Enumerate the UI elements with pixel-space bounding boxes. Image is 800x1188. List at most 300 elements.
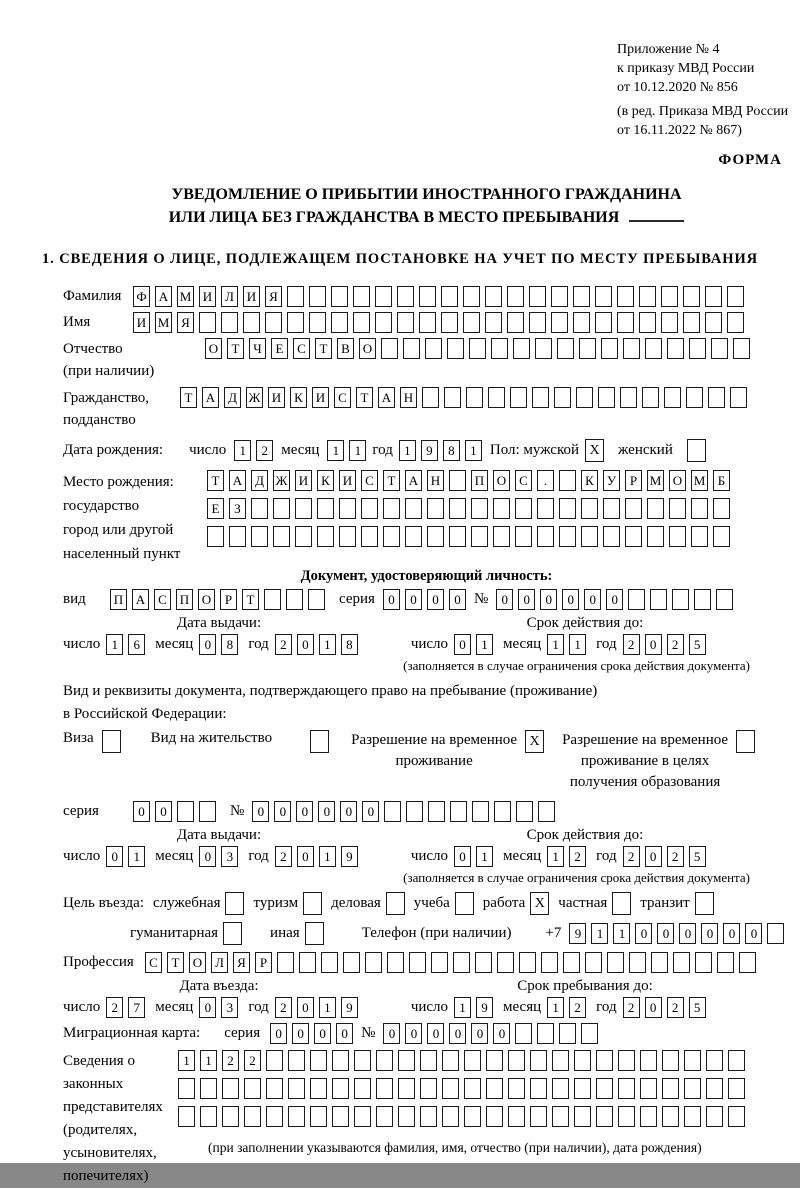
char-cell-empty[interactable] — [507, 286, 524, 307]
char-cell-empty[interactable] — [687, 439, 706, 462]
char-cell-empty[interactable] — [585, 952, 602, 973]
char-cell-filled[interactable]: 9 — [476, 997, 493, 1018]
char-cell-filled[interactable]: И — [199, 286, 216, 307]
char-cell-empty[interactable] — [706, 1078, 723, 1099]
char-cell-empty[interactable] — [716, 589, 733, 610]
char-cell-empty[interactable] — [331, 312, 348, 333]
char-cell-empty[interactable] — [449, 498, 466, 519]
char-cell-filled[interactable]: П — [176, 589, 193, 610]
char-cell-filled[interactable]: 0 — [493, 1023, 510, 1044]
char-cell-empty[interactable] — [420, 1106, 437, 1127]
char-cell-filled[interactable]: И — [295, 470, 312, 491]
char-cell-filled[interactable]: 1 — [569, 634, 586, 655]
char-cell-filled[interactable]: З — [229, 498, 246, 519]
char-cell-empty[interactable] — [354, 1050, 371, 1071]
char-cell-filled[interactable]: М — [647, 470, 664, 491]
char-cell-filled[interactable]: 2 — [569, 997, 586, 1018]
char-cell-filled[interactable]: Л — [211, 952, 228, 973]
char-cell-empty[interactable] — [683, 312, 700, 333]
char-cell-filled[interactable]: 0 — [199, 846, 216, 867]
char-cell-filled[interactable]: 0 — [645, 634, 662, 655]
char-cell-filled[interactable]: 0 — [427, 589, 444, 610]
char-cell-filled[interactable]: X — [530, 892, 549, 915]
char-cell-empty[interactable] — [288, 1106, 305, 1127]
char-cell-filled[interactable]: X — [585, 439, 604, 462]
char-cell-empty[interactable] — [386, 892, 405, 915]
char-cell-filled[interactable]: 0 — [296, 801, 313, 822]
char-cell-empty[interactable] — [486, 1078, 503, 1099]
char-cell-empty[interactable] — [449, 526, 466, 547]
char-cell-filled[interactable]: И — [312, 387, 329, 408]
char-cell-empty[interactable] — [684, 1078, 701, 1099]
char-cell-empty[interactable] — [530, 1050, 547, 1071]
char-cell-empty[interactable] — [288, 1050, 305, 1071]
char-cell-filled[interactable]: Т — [227, 338, 244, 359]
char-cell-empty[interactable] — [403, 338, 420, 359]
char-cell-empty[interactable] — [684, 1050, 701, 1071]
char-cell-filled[interactable]: 1 — [178, 1050, 195, 1071]
char-cell-empty[interactable] — [694, 589, 711, 610]
char-cell-filled[interactable]: 0 — [340, 801, 357, 822]
char-cell-filled[interactable]: 0 — [701, 923, 718, 944]
char-cell-empty[interactable] — [387, 952, 404, 973]
char-cell-filled[interactable]: А — [155, 286, 172, 307]
char-cell-empty[interactable] — [383, 498, 400, 519]
char-cell-empty[interactable] — [581, 1023, 598, 1044]
char-cell-empty[interactable] — [464, 1050, 481, 1071]
char-cell-filled[interactable]: О — [359, 338, 376, 359]
char-cell-empty[interactable] — [441, 286, 458, 307]
char-cell-empty[interactable] — [419, 286, 436, 307]
char-cell-empty[interactable] — [427, 526, 444, 547]
char-cell-empty[interactable] — [532, 387, 549, 408]
char-cell-empty[interactable] — [449, 470, 466, 491]
char-cell-filled[interactable]: 7 — [128, 997, 145, 1018]
char-cell-empty[interactable] — [618, 1050, 635, 1071]
char-cell-empty[interactable] — [471, 526, 488, 547]
char-cell-empty[interactable] — [530, 1106, 547, 1127]
char-cell-empty[interactable] — [309, 286, 326, 307]
char-cell-filled[interactable]: 2 — [623, 997, 640, 1018]
char-cell-filled[interactable]: А — [202, 387, 219, 408]
char-cell-empty[interactable] — [286, 589, 303, 610]
char-cell-empty[interactable] — [442, 1078, 459, 1099]
char-cell-filled[interactable]: Ф — [133, 286, 150, 307]
char-cell-empty[interactable] — [244, 1078, 261, 1099]
char-cell-empty[interactable] — [515, 498, 532, 519]
char-cell-empty[interactable] — [683, 286, 700, 307]
char-cell-filled[interactable]: 0 — [106, 846, 123, 867]
char-cell-empty[interactable] — [607, 952, 624, 973]
char-cell-empty[interactable] — [464, 1078, 481, 1099]
char-cell-filled[interactable]: 0 — [645, 997, 662, 1018]
char-cell-filled[interactable]: С — [515, 470, 532, 491]
char-cell-empty[interactable] — [551, 312, 568, 333]
char-cell-empty[interactable] — [455, 892, 474, 915]
char-cell-empty[interactable] — [266, 1106, 283, 1127]
char-cell-empty[interactable] — [508, 1050, 525, 1071]
char-cell-filled[interactable]: 1 — [476, 846, 493, 867]
char-cell-filled[interactable]: 9 — [341, 997, 358, 1018]
char-cell-empty[interactable] — [365, 952, 382, 973]
char-cell-empty[interactable] — [595, 312, 612, 333]
char-cell-empty[interactable] — [717, 952, 734, 973]
char-cell-empty[interactable] — [244, 1106, 261, 1127]
char-cell-filled[interactable]: Я — [177, 312, 194, 333]
char-cell-filled[interactable]: 0 — [383, 589, 400, 610]
char-cell-filled[interactable]: Т — [242, 589, 259, 610]
char-cell-empty[interactable] — [625, 498, 642, 519]
char-cell-empty[interactable] — [310, 1106, 327, 1127]
char-cell-filled[interactable]: 0 — [540, 589, 557, 610]
char-cell-empty[interactable] — [409, 952, 426, 973]
char-cell-filled[interactable]: 0 — [297, 997, 314, 1018]
char-cell-empty[interactable] — [640, 1050, 657, 1071]
char-cell-filled[interactable]: 1 — [319, 634, 336, 655]
char-cell-empty[interactable] — [207, 526, 224, 547]
char-cell-empty[interactable] — [689, 338, 706, 359]
char-cell-empty[interactable] — [559, 1023, 576, 1044]
char-cell-empty[interactable] — [463, 312, 480, 333]
char-cell-filled[interactable]: С — [361, 470, 378, 491]
char-cell-empty[interactable] — [662, 1050, 679, 1071]
char-cell-empty[interactable] — [672, 589, 689, 610]
char-cell-empty[interactable] — [199, 312, 216, 333]
char-cell-filled[interactable]: 0 — [292, 1023, 309, 1044]
char-cell-empty[interactable] — [485, 286, 502, 307]
char-cell-filled[interactable]: 0 — [133, 801, 150, 822]
char-cell-empty[interactable] — [739, 952, 756, 973]
char-cell-filled[interactable]: М — [177, 286, 194, 307]
char-cell-empty[interactable] — [623, 338, 640, 359]
char-cell-empty[interactable] — [661, 286, 678, 307]
char-cell-empty[interactable] — [618, 1106, 635, 1127]
char-cell-filled[interactable]: 0 — [454, 846, 471, 867]
char-cell-empty[interactable] — [339, 498, 356, 519]
char-cell-empty[interactable] — [305, 922, 324, 945]
char-cell-filled[interactable]: 0 — [518, 589, 535, 610]
char-cell-filled[interactable]: 0 — [155, 801, 172, 822]
char-cell-empty[interactable] — [102, 730, 121, 753]
char-cell-empty[interactable] — [695, 952, 712, 973]
char-cell-filled[interactable]: О — [205, 338, 222, 359]
char-cell-empty[interactable] — [251, 526, 268, 547]
char-cell-empty[interactable] — [354, 1106, 371, 1127]
char-cell-filled[interactable]: И — [339, 470, 356, 491]
char-cell-empty[interactable] — [640, 1078, 657, 1099]
char-cell-filled[interactable]: С — [334, 387, 351, 408]
char-cell-filled[interactable]: 2 — [256, 440, 273, 461]
char-cell-filled[interactable]: Р — [255, 952, 272, 973]
char-cell-filled[interactable]: Ч — [249, 338, 266, 359]
char-cell-empty[interactable] — [691, 526, 708, 547]
char-cell-empty[interactable] — [554, 387, 571, 408]
char-cell-empty[interactable] — [376, 1078, 393, 1099]
char-cell-empty[interactable] — [493, 526, 510, 547]
char-cell-empty[interactable] — [177, 801, 194, 822]
char-cell-filled[interactable]: Т — [383, 470, 400, 491]
char-cell-filled[interactable]: 1 — [200, 1050, 217, 1071]
char-cell-filled[interactable]: 1 — [349, 440, 366, 461]
char-cell-empty[interactable] — [598, 387, 615, 408]
char-cell-empty[interactable] — [537, 526, 554, 547]
char-cell-filled[interactable]: 6 — [128, 634, 145, 655]
char-cell-empty[interactable] — [625, 526, 642, 547]
char-cell-empty[interactable] — [645, 338, 662, 359]
char-cell-empty[interactable] — [661, 312, 678, 333]
char-cell-empty[interactable] — [515, 1023, 532, 1044]
char-cell-empty[interactable] — [493, 498, 510, 519]
char-cell-empty[interactable] — [453, 952, 470, 973]
char-cell-empty[interactable] — [251, 498, 268, 519]
char-cell-empty[interactable] — [310, 1050, 327, 1071]
char-cell-filled[interactable]: 0 — [645, 846, 662, 867]
char-cell-filled[interactable]: Е — [207, 498, 224, 519]
char-cell-empty[interactable] — [425, 338, 442, 359]
char-cell-empty[interactable] — [767, 923, 784, 944]
char-cell-filled[interactable]: 0 — [449, 1023, 466, 1044]
char-cell-empty[interactable] — [618, 1078, 635, 1099]
char-cell-empty[interactable] — [472, 801, 489, 822]
char-cell-empty[interactable] — [581, 498, 598, 519]
char-cell-empty[interactable] — [488, 387, 505, 408]
char-cell-filled[interactable]: 0 — [252, 801, 269, 822]
char-cell-filled[interactable]: Е — [271, 338, 288, 359]
char-cell-empty[interactable] — [398, 1078, 415, 1099]
char-cell-empty[interactable] — [287, 286, 304, 307]
char-cell-filled[interactable]: 2 — [667, 846, 684, 867]
char-cell-filled[interactable]: 0 — [336, 1023, 353, 1044]
char-cell-empty[interactable] — [708, 387, 725, 408]
char-cell-empty[interactable] — [376, 1050, 393, 1071]
char-cell-filled[interactable]: В — [337, 338, 354, 359]
char-cell-filled[interactable]: 0 — [454, 634, 471, 655]
char-cell-filled[interactable]: 0 — [562, 589, 579, 610]
char-cell-filled[interactable]: 2 — [275, 634, 292, 655]
char-cell-empty[interactable] — [273, 526, 290, 547]
char-cell-filled[interactable]: 2 — [106, 997, 123, 1018]
char-cell-empty[interactable] — [516, 801, 533, 822]
char-cell-empty[interactable] — [287, 312, 304, 333]
char-cell-empty[interactable] — [647, 498, 664, 519]
char-cell-empty[interactable] — [574, 1050, 591, 1071]
char-cell-filled[interactable]: 0 — [606, 589, 623, 610]
char-cell-filled[interactable]: 2 — [275, 997, 292, 1018]
char-cell-empty[interactable] — [308, 589, 325, 610]
char-cell-filled[interactable]: Д — [251, 470, 268, 491]
char-cell-empty[interactable] — [273, 498, 290, 519]
char-cell-empty[interactable] — [669, 526, 686, 547]
char-cell-filled[interactable]: А — [405, 470, 422, 491]
char-cell-empty[interactable] — [728, 1078, 745, 1099]
char-cell-filled[interactable]: Т — [356, 387, 373, 408]
char-cell-filled[interactable]: 1 — [319, 846, 336, 867]
char-cell-empty[interactable] — [686, 387, 703, 408]
char-cell-empty[interactable] — [706, 1050, 723, 1071]
char-cell-empty[interactable] — [309, 312, 326, 333]
char-cell-filled[interactable]: 0 — [723, 923, 740, 944]
char-cell-empty[interactable] — [596, 1078, 613, 1099]
char-cell-empty[interactable] — [265, 312, 282, 333]
char-cell-empty[interactable] — [343, 952, 360, 973]
char-cell-empty[interactable] — [494, 801, 511, 822]
char-cell-filled[interactable]: Р — [220, 589, 237, 610]
char-cell-empty[interactable] — [728, 1106, 745, 1127]
char-cell-filled[interactable]: 2 — [667, 634, 684, 655]
char-cell-filled[interactable]: 1 — [613, 923, 630, 944]
char-cell-empty[interactable] — [299, 952, 316, 973]
char-cell-empty[interactable] — [669, 498, 686, 519]
char-cell-empty[interactable] — [491, 338, 508, 359]
char-cell-empty[interactable] — [650, 589, 667, 610]
char-cell-empty[interactable] — [727, 312, 744, 333]
char-cell-empty[interactable] — [559, 498, 576, 519]
char-cell-empty[interactable] — [428, 801, 445, 822]
char-cell-filled[interactable]: 0 — [427, 1023, 444, 1044]
char-cell-empty[interactable] — [537, 498, 554, 519]
char-cell-filled[interactable]: К — [317, 470, 334, 491]
char-cell-empty[interactable] — [706, 1106, 723, 1127]
char-cell-empty[interactable] — [713, 498, 730, 519]
char-cell-empty[interactable] — [375, 286, 392, 307]
char-cell-empty[interactable] — [557, 338, 574, 359]
char-cell-empty[interactable] — [447, 338, 464, 359]
char-cell-empty[interactable] — [508, 1106, 525, 1127]
char-cell-filled[interactable]: С — [145, 952, 162, 973]
char-cell-empty[interactable] — [398, 1106, 415, 1127]
char-cell-empty[interactable] — [405, 526, 422, 547]
char-cell-filled[interactable]: К — [290, 387, 307, 408]
char-cell-filled[interactable]: 0 — [405, 589, 422, 610]
char-cell-filled[interactable]: 2 — [667, 997, 684, 1018]
char-cell-filled[interactable]: 2 — [275, 846, 292, 867]
char-cell-empty[interactable] — [420, 1050, 437, 1071]
char-cell-filled[interactable]: 0 — [199, 634, 216, 655]
char-cell-empty[interactable] — [331, 286, 348, 307]
char-cell-filled[interactable]: 2 — [623, 634, 640, 655]
char-cell-empty[interactable] — [361, 498, 378, 519]
char-cell-empty[interactable] — [321, 952, 338, 973]
char-cell-filled[interactable]: X — [525, 730, 544, 753]
char-cell-empty[interactable] — [471, 498, 488, 519]
char-cell-empty[interactable] — [475, 952, 492, 973]
char-cell-empty[interactable] — [629, 952, 646, 973]
char-cell-filled[interactable]: 0 — [471, 1023, 488, 1044]
char-cell-empty[interactable] — [381, 338, 398, 359]
char-cell-filled[interactable]: П — [110, 589, 127, 610]
char-cell-filled[interactable]: 0 — [635, 923, 652, 944]
char-cell-filled[interactable]: 2 — [569, 846, 586, 867]
char-cell-filled[interactable]: О — [669, 470, 686, 491]
char-cell-empty[interactable] — [563, 952, 580, 973]
char-cell-empty[interactable] — [243, 312, 260, 333]
char-cell-filled[interactable]: С — [154, 589, 171, 610]
char-cell-empty[interactable] — [705, 286, 722, 307]
char-cell-empty[interactable] — [603, 498, 620, 519]
char-cell-empty[interactable] — [662, 1106, 679, 1127]
char-cell-empty[interactable] — [444, 387, 461, 408]
char-cell-filled[interactable]: 0 — [657, 923, 674, 944]
char-cell-empty[interactable] — [376, 1106, 393, 1127]
char-cell-empty[interactable] — [601, 338, 618, 359]
char-cell-empty[interactable] — [529, 312, 546, 333]
char-cell-empty[interactable] — [612, 892, 631, 915]
char-cell-empty[interactable] — [596, 1106, 613, 1127]
char-cell-empty[interactable] — [551, 286, 568, 307]
char-cell-empty[interactable] — [310, 730, 329, 753]
char-cell-filled[interactable]: 0 — [584, 589, 601, 610]
char-cell-empty[interactable] — [617, 312, 634, 333]
char-cell-empty[interactable] — [486, 1050, 503, 1071]
char-cell-empty[interactable] — [266, 1050, 283, 1071]
char-cell-empty[interactable] — [730, 387, 747, 408]
char-cell-empty[interactable] — [310, 1078, 327, 1099]
char-cell-empty[interactable] — [552, 1050, 569, 1071]
char-cell-empty[interactable] — [339, 526, 356, 547]
char-cell-empty[interactable] — [441, 312, 458, 333]
char-cell-empty[interactable] — [579, 338, 596, 359]
char-cell-empty[interactable] — [507, 312, 524, 333]
char-cell-filled[interactable]: А — [378, 387, 395, 408]
char-cell-empty[interactable] — [199, 801, 216, 822]
char-cell-empty[interactable] — [397, 312, 414, 333]
char-cell-filled[interactable]: 0 — [362, 801, 379, 822]
char-cell-empty[interactable] — [200, 1078, 217, 1099]
char-cell-empty[interactable] — [332, 1050, 349, 1071]
char-cell-filled[interactable]: 0 — [297, 634, 314, 655]
char-cell-empty[interactable] — [375, 312, 392, 333]
char-cell-empty[interactable] — [450, 801, 467, 822]
char-cell-filled[interactable]: Т — [207, 470, 224, 491]
char-cell-empty[interactable] — [628, 589, 645, 610]
char-cell-empty[interactable] — [664, 387, 681, 408]
char-cell-empty[interactable] — [420, 1078, 437, 1099]
char-cell-empty[interactable] — [221, 312, 238, 333]
char-cell-empty[interactable] — [419, 312, 436, 333]
char-cell-filled[interactable]: Я — [265, 286, 282, 307]
char-cell-empty[interactable] — [713, 526, 730, 547]
char-cell-empty[interactable] — [552, 1078, 569, 1099]
char-cell-filled[interactable]: 1 — [547, 634, 564, 655]
char-cell-empty[interactable] — [728, 1050, 745, 1071]
char-cell-empty[interactable] — [559, 526, 576, 547]
char-cell-filled[interactable]: Я — [233, 952, 250, 973]
char-cell-empty[interactable] — [295, 498, 312, 519]
char-cell-filled[interactable]: У — [603, 470, 620, 491]
char-cell-filled[interactable]: 8 — [443, 440, 460, 461]
char-cell-empty[interactable] — [295, 526, 312, 547]
char-cell-empty[interactable] — [353, 312, 370, 333]
char-cell-empty[interactable] — [639, 312, 656, 333]
char-cell-filled[interactable]: 0 — [199, 997, 216, 1018]
char-cell-empty[interactable] — [673, 952, 690, 973]
char-cell-filled[interactable]: 1 — [454, 997, 471, 1018]
char-cell-empty[interactable] — [200, 1106, 217, 1127]
char-cell-empty[interactable] — [397, 286, 414, 307]
char-cell-filled[interactable]: 3 — [221, 846, 238, 867]
char-cell-filled[interactable]: 0 — [270, 1023, 287, 1044]
char-cell-empty[interactable] — [640, 1106, 657, 1127]
char-cell-empty[interactable] — [288, 1078, 305, 1099]
char-cell-empty[interactable] — [442, 1050, 459, 1071]
char-cell-filled[interactable]: 0 — [405, 1023, 422, 1044]
char-cell-filled[interactable]: 1 — [106, 634, 123, 655]
char-cell-filled[interactable]: 5 — [689, 846, 706, 867]
char-cell-filled[interactable]: 5 — [689, 997, 706, 1018]
char-cell-filled[interactable]: 5 — [689, 634, 706, 655]
char-cell-empty[interactable] — [508, 1078, 525, 1099]
char-cell-empty[interactable] — [277, 952, 294, 973]
